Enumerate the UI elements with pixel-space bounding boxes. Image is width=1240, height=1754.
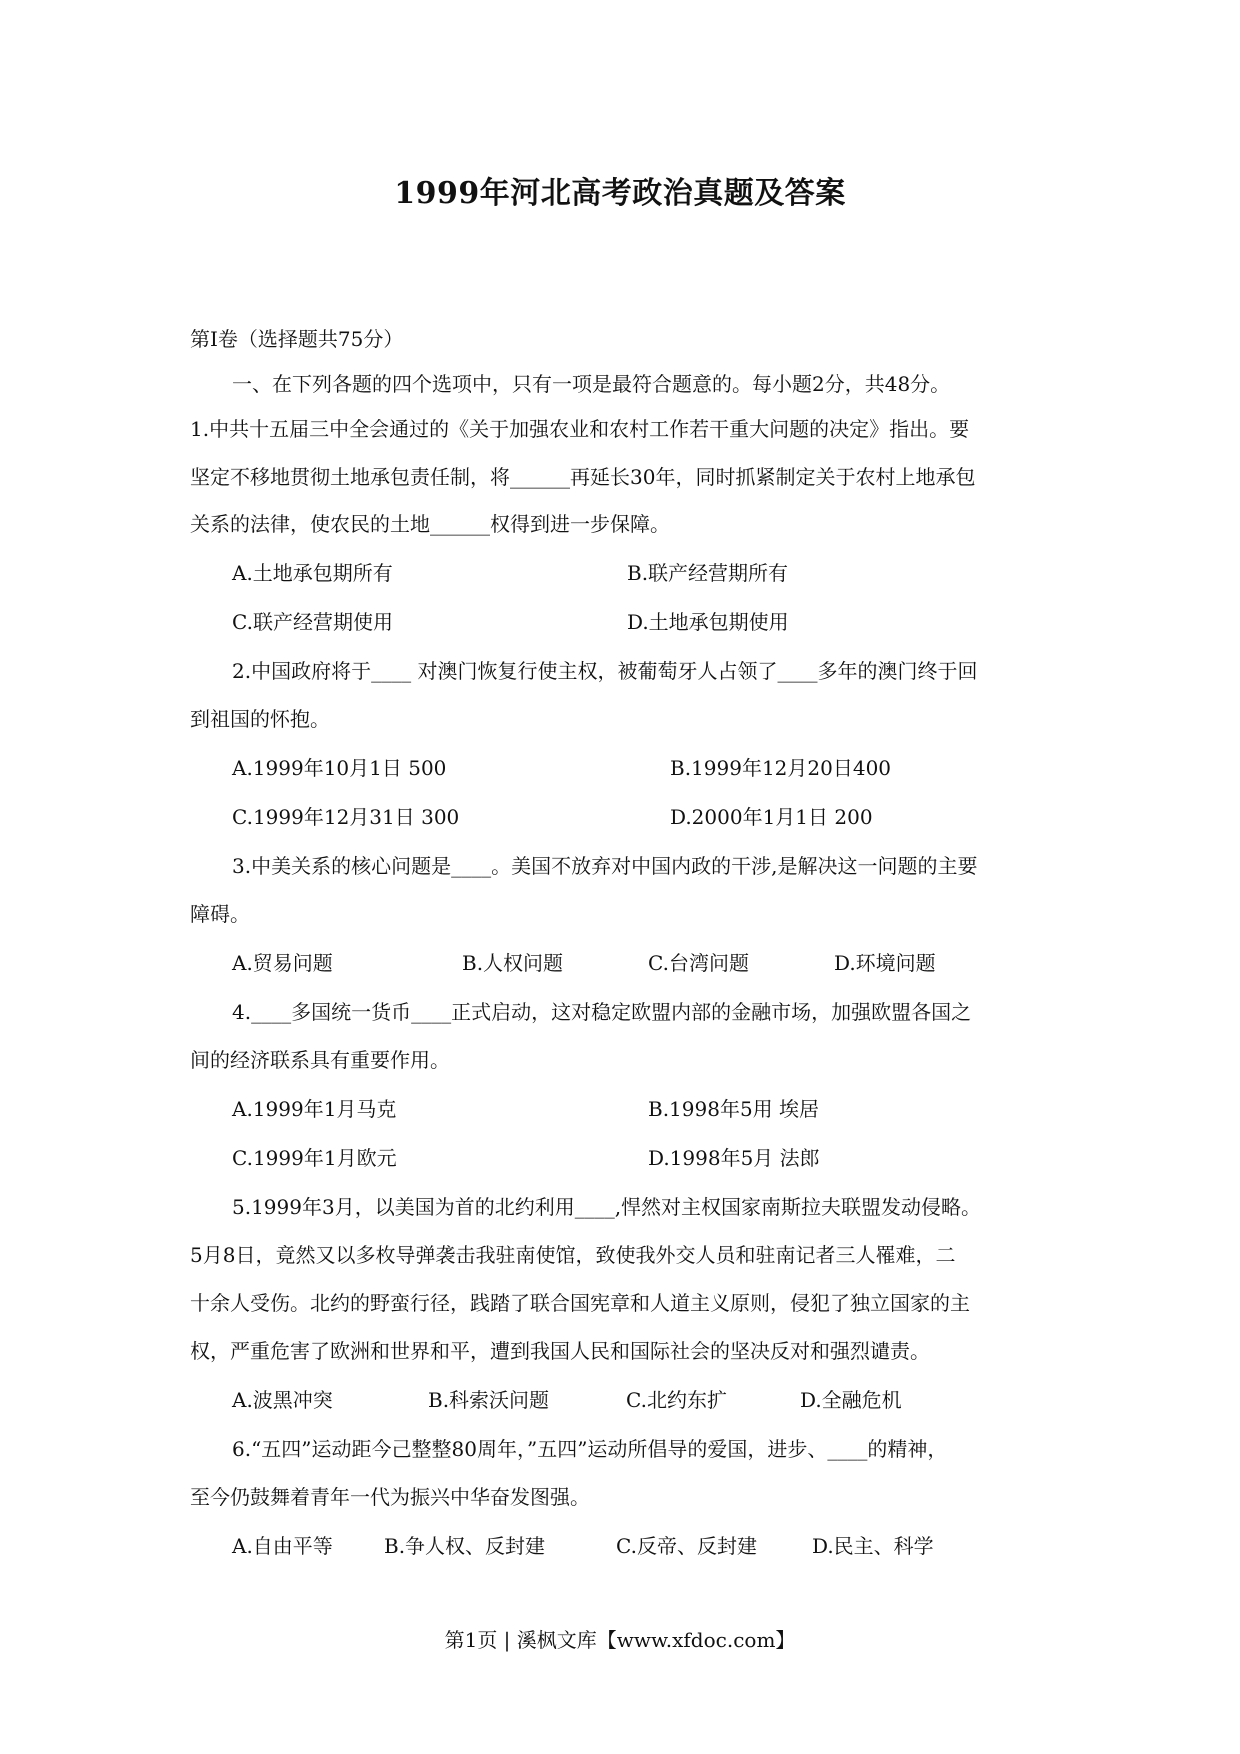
question-2-option-a: A.1999年10月1日 500 xyxy=(232,756,447,780)
question-4-option-c: C.1999年1月欧元 xyxy=(232,1146,397,1170)
question-6-option-a: A.自由平等 xyxy=(232,1534,333,1558)
page-footer: 第1页 | 溪枫文库【www.xfdoc.com】 xyxy=(444,1628,796,1652)
question-3-option-b: B.人权问题 xyxy=(462,951,564,975)
question-1-option-c: C.联产经营期使用 xyxy=(232,610,393,634)
question-3-option-d: D.环境问题 xyxy=(834,951,936,975)
question-4-option-d: D.1998年5月 法郎 xyxy=(648,1146,820,1170)
question-6-line-2: 至今仍鼓舞着青年一代为振兴中华奋发图强。 xyxy=(190,1485,590,1509)
question-6-option-b: B.争人权、反封建 xyxy=(384,1534,546,1558)
question-3-line-2: 障碍。 xyxy=(190,902,250,926)
question-5-option-b: B.科索沃问题 xyxy=(428,1388,550,1412)
question-1-line-2: 坚定不移地贯彻土地承包责任制，将______再延长30年，同时抓紧制定关于农村上地承包 xyxy=(190,465,976,489)
question-3-line-1: 3.中美关系的核心问题是____。美国不放弃对中国内政的干涉,是解决这一问题的主要 xyxy=(232,854,978,878)
section-heading: 第Ⅰ卷（选择题共75分） xyxy=(190,327,404,351)
question-1-option-a: A.土地承包期所有 xyxy=(232,561,393,585)
question-6-option-c: C.反帝、反封建 xyxy=(616,1534,757,1558)
question-2-option-b: B.1999年12月20日400 xyxy=(670,756,892,780)
question-5-option-a: A.波黑冲突 xyxy=(232,1388,333,1412)
question-5-option-d: D.全融危机 xyxy=(800,1388,902,1412)
question-1-line-1: 1.中共十五届三中全会通过的《关于加强农业和农村工作若干重大问题的决定》指出。要 xyxy=(190,417,970,441)
question-2-line-2: 到祖国的怀抱。 xyxy=(190,707,330,731)
question-5-line-3: 十余人受伤。北约的野蛮行径，践踏了联合国宪章和人道主义原则，侵犯了独立国家的主 xyxy=(190,1291,970,1315)
question-1-option-d: D.土地承包期使用 xyxy=(627,610,789,634)
question-4-line-2: 间的经济联系具有重要作用。 xyxy=(190,1048,450,1072)
question-5-option-c: C.北约东扩 xyxy=(626,1388,727,1412)
question-5-line-2: 5月8日，竟然又以多枚导弹袭击我驻南使馆，致使我外交人员和驻南记者三人罹难，二 xyxy=(190,1243,956,1267)
question-2-option-d: D.2000年1月1日 200 xyxy=(670,805,873,829)
question-5-line-1: 5.1999年3月，以美国为首的北约利用____,悍然对主权国家南斯拉夫联盟发动侵略。 xyxy=(232,1195,982,1219)
question-5-line-4: 权，严重危害了欧洲和世界和平，遭到我国人民和国际社会的坚决反对和强烈谴责。 xyxy=(190,1339,930,1363)
question-3-option-c: C.台湾问题 xyxy=(648,951,749,975)
question-2-option-c: C.1999年12月31日 300 xyxy=(232,805,460,829)
question-4-option-b: B.1998年5用 埃居 xyxy=(648,1097,820,1121)
question-4-option-a: A.1999年1月马克 xyxy=(232,1097,397,1121)
question-2-line-1: 2.中国政府将于____ 对澳门恢复行使主权，被葡萄牙人占领了____多年的澳门终于回 xyxy=(232,659,978,683)
question-6-line-1: 6.“五四”运动距今己整整80周年，”五四”运动所倡导的爱国，进步、____的精神， xyxy=(232,1437,948,1461)
question-1-option-b: B.联产经营期所有 xyxy=(627,561,789,585)
question-3-option-a: A.贸易问题 xyxy=(232,951,333,975)
question-1-line-3: 关系的法律，使农民的土地______权得到进一步保障。 xyxy=(190,512,670,536)
question-6-option-d: D.民主、科学 xyxy=(812,1534,934,1558)
question-4-line-1: 4.____多国统一货币____正式启动，这对稳定欧盟内部的金融市场，加强欧盟各国之 xyxy=(232,1000,972,1024)
instruction-text: 一、在下列各题的四个选项中，只有一项是最符合题意的。每小题2分，共48分。 xyxy=(232,372,951,396)
document-title: 1999年河北高考政治真题及答案 xyxy=(394,176,846,211)
